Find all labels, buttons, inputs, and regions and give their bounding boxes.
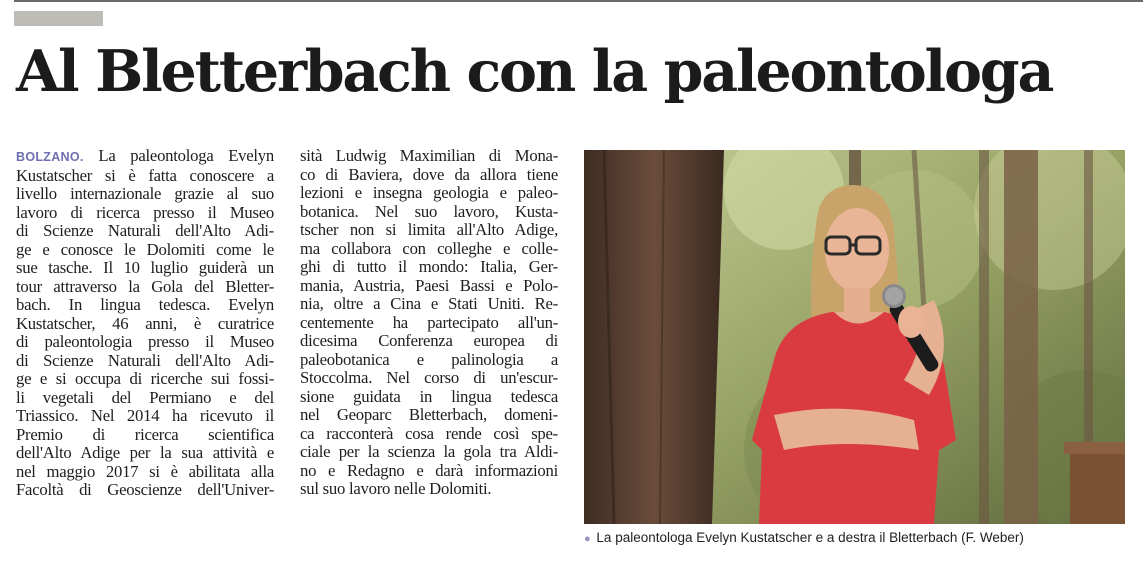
article-column-1 <box>16 147 274 500</box>
photo-caption <box>584 529 1139 548</box>
top-rule <box>14 0 1143 2</box>
article-line: Kustatscher si è fatta conoscere a <box>16 165 274 185</box>
dateline: BOLZANO. <box>16 150 84 164</box>
article-line: dell'Alto Adige per la sua attività e <box>16 443 274 462</box>
article-line: Stoccolma. Nel corso di un'escur- <box>300 368 558 387</box>
article-line: li vegetali del Permiano e del <box>16 387 274 407</box>
article-line: ge e conosce le Dolomiti come le <box>16 239 274 259</box>
article-line: di Scienze Naturali dell'Alto Adi- <box>16 350 274 370</box>
article-line: livello internazionale grazie al suo <box>16 184 274 203</box>
article-column-2 <box>300 147 558 499</box>
article-line: mania, Austria, Paesi Bassi e Polo- <box>300 275 558 295</box>
article-headline: Al Bletterbach con la paleontologa <box>16 38 1053 105</box>
article-line: botanica. Nel suo lavoro, Kusta- <box>300 201 558 221</box>
article-line: nel Geoparc Bletterbach, domeni- <box>300 405 558 424</box>
article-line: ca racconterà cosa rende così spe- <box>300 423 558 443</box>
article-line: no e Redagno e darà informazioni <box>300 460 558 480</box>
article-line: co di Baviera, dove da allora tiene <box>300 164 558 184</box>
article-line: lezioni e insegna geologia e paleo- <box>300 183 558 202</box>
article-line: sue tasche. Il 10 luglio guiderà un <box>16 258 274 277</box>
article-line: dicesima Conferenza europea di <box>300 331 558 350</box>
article-line: ghi di tutto il mondo: Italia, Ger- <box>300 257 558 276</box>
article-line: tour attraverso la Gola del Bletter- <box>16 276 274 296</box>
section-kicker-bar <box>14 11 103 26</box>
article-line: ma collabora con colleghe e colle- <box>300 238 558 258</box>
article-line: Kustatscher, 46 anni, è curatrice <box>16 313 274 333</box>
article-line: BOLZANO. La paleontologa Evelyn <box>16 146 274 165</box>
article-line: ciale per la scienza la gola tra Aldi- <box>300 442 558 461</box>
article-line: ge e si occupa di ricerche sui fossi- <box>16 369 274 388</box>
caption-text: La paleontologa Evelyn Kustatscher e a destra il Bletterbach (F. Weber) <box>596 530 1024 545</box>
article-line: sità Ludwig Maximilian di Mona- <box>300 146 558 165</box>
article-line: nel maggio 2017 si è abilitata alla <box>16 461 274 481</box>
article-photo <box>584 150 1125 524</box>
article-line: bach. In lingua tedesca. Evelyn <box>16 295 274 314</box>
bullet-icon: ● <box>584 533 591 545</box>
article-line: di paleontologia presso il Museo <box>16 332 274 351</box>
article-line: lavoro di ricerca presso il Museo <box>16 202 274 222</box>
article-line: sul suo lavoro nelle Dolomiti. <box>300 479 492 498</box>
article-line: nia, oltre a Cina e Stati Uniti. Re- <box>300 294 558 313</box>
article-line: sione guidata in lingua tedesca <box>300 386 558 406</box>
article-line: Triassico. Nel 2014 ha ricevuto il <box>16 406 274 425</box>
article-line: di Scienze Naturali dell'Alto Adi- <box>16 221 274 240</box>
article-line: centemente ha partecipato all'un- <box>300 312 558 332</box>
article-line: tscher non si limita all'Alto Adige, <box>300 220 558 239</box>
article-line: Facoltà di Geoscienze dell'Univer- <box>16 480 274 499</box>
article-line: Premio di ricerca scientifica <box>16 424 274 444</box>
article-line: paleobotanica e palinologia a <box>300 349 558 369</box>
